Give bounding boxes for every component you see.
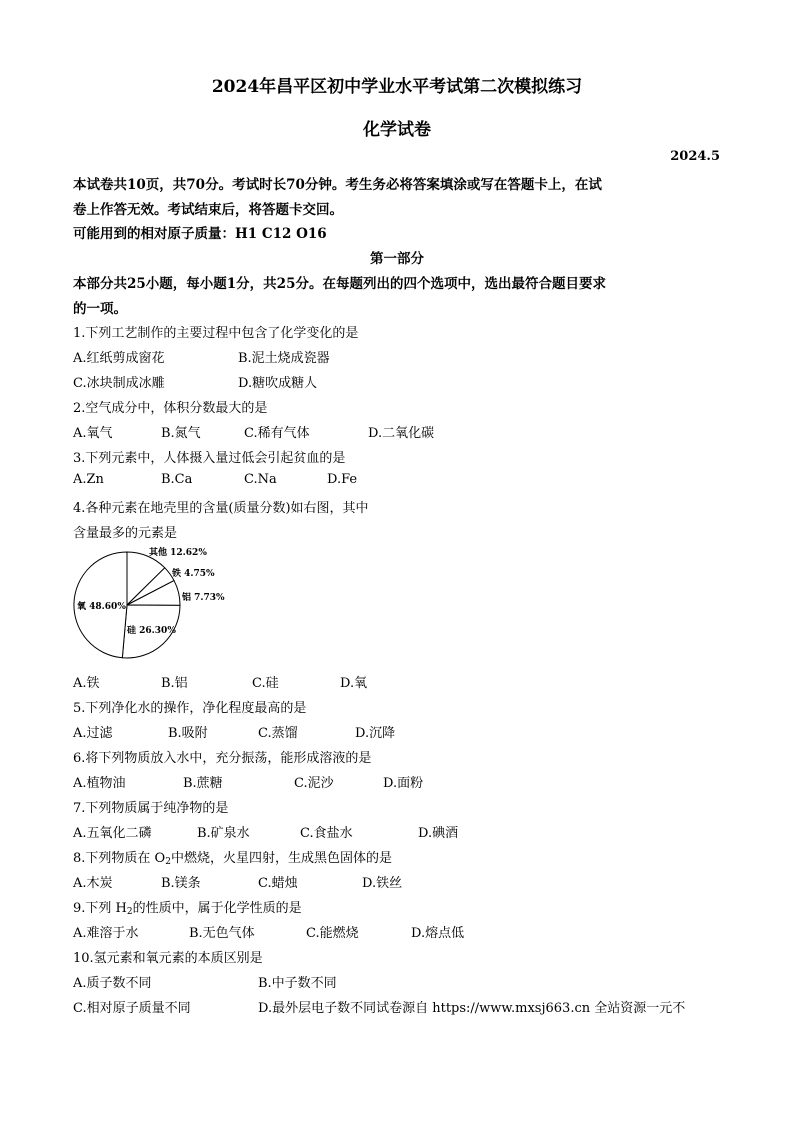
- subscript: 2: [165, 857, 171, 867]
- stem-text: 8.下列物质在 O: [73, 851, 166, 866]
- option-d: D.铁丝: [362, 876, 403, 891]
- option-b: B.Ca: [161, 472, 193, 487]
- pie-data-label: 铁 4.75%: [172, 569, 215, 579]
- pie-data-label: 硅 26.30%: [127, 626, 176, 636]
- option-b: B.泥土烧成瓷器: [238, 351, 330, 366]
- question-stem: 2.空气成分中，体积分数最大的是: [73, 401, 268, 416]
- option-b: B.蔗糖: [183, 776, 223, 791]
- option-a: A.质子数不同: [73, 976, 152, 991]
- exam-date: 2024.5: [670, 149, 720, 164]
- option-a: A.Zn: [73, 472, 104, 487]
- option-d: D.二氧化碳: [368, 426, 435, 441]
- option-a: A.红纸剪成窗花: [73, 351, 165, 366]
- pie-data-label: 氧 48.60%: [77, 602, 126, 612]
- option-b: B.铝: [161, 676, 188, 691]
- instructions-line-2: 卷上作答无效。考试结束后，将答题卡交回。: [73, 202, 343, 218]
- option-d: D.最外层电子数不同试卷源自 https://www.mxsj663.cn 全站资源一元不: [258, 1001, 686, 1016]
- option-a: A.氧气: [73, 426, 113, 441]
- part-heading: 第一部分: [370, 251, 424, 267]
- stem-text: 9.下列 H: [73, 901, 127, 916]
- question-stem: 4.各种元素在地壳里的含量(质量分数)如右图，其中: [73, 501, 369, 516]
- question-stem-continued: 含量最多的元素是: [73, 526, 178, 541]
- page-title: 2024年昌平区初中学业水平考试第二次模拟练习: [211, 77, 583, 97]
- crust-element-pie-chart: [72, 543, 242, 668]
- pie-data-label: 铝 7.73%: [182, 593, 225, 603]
- option-a: A.铁: [73, 676, 100, 691]
- question-stem: 3.下列元素中，人体摄入量过低会引起贫血的是: [73, 451, 346, 466]
- question-stem: [73, 897, 302, 917]
- option-b: B.无色气体: [189, 926, 255, 941]
- option-c: C.泥沙: [294, 776, 334, 791]
- option-c: C.蜡烛: [258, 876, 298, 891]
- stem-text: 中燃烧，火星四射，生成黑色固体的是: [170, 851, 392, 866]
- instructions-line-1: 本试卷共10页，共70分。考试时长70分钟。考生务必将答案填涂或写在答题卡上，在试: [73, 177, 602, 193]
- option-a: A.木炭: [73, 876, 113, 891]
- option-b: B.吸附: [168, 726, 208, 741]
- question-stem: 7.下列物质属于纯净物的是: [73, 801, 229, 816]
- subscript: 2: [126, 907, 133, 917]
- pie-data-label: 其他 12.62%: [149, 548, 207, 558]
- question-stem: 6.将下列物质放入水中，充分振荡，能形成溶液的是: [73, 751, 372, 766]
- option-c: C.蒸馏: [258, 726, 298, 741]
- option-b: B.氮气: [161, 426, 201, 441]
- option-d: D.氧: [340, 676, 368, 691]
- option-d: D.Fe: [327, 472, 358, 487]
- option-d: D.碘酒: [418, 826, 459, 841]
- stem-text: 的性质中，属于化学性质的是: [132, 901, 302, 916]
- option-c: C.硅: [252, 676, 279, 691]
- question-stem: 1.下列工艺制作的主要过程中包含了化学变化的是: [73, 326, 359, 341]
- option-c: C.食盐水: [300, 826, 353, 841]
- option-a: A.难溶于水: [73, 926, 139, 941]
- option-a: A.植物油: [73, 776, 126, 791]
- part-intro-line-2: 的一项。: [73, 301, 127, 317]
- question-stem: 5.下列净化水的操作，净化程度最高的是: [73, 701, 307, 716]
- option-c: C.能燃烧: [306, 926, 359, 941]
- option-a: A.五氧化二磷: [73, 826, 152, 841]
- option-b: B.镁条: [161, 876, 201, 891]
- option-d: D.面粉: [383, 776, 424, 791]
- option-c: C.相对原子质量不同: [73, 1001, 191, 1016]
- option-d: D.糖吹成糖人: [238, 376, 318, 391]
- part-intro-line-1: 本部分共25小题，每小题1分，共25分。在每题列出的四个选项中，选出最符合题目要求: [73, 276, 606, 292]
- question-stem: 10.氢元素和氧元素的本质区别是: [73, 951, 263, 966]
- option-b: B.中子数不同: [258, 976, 337, 991]
- option-d: D.沉降: [355, 726, 396, 741]
- page-subtitle: 化学试卷: [363, 120, 431, 140]
- option-a: A.过滤: [73, 726, 113, 741]
- option-c: C.冰块制成冰雕: [73, 376, 165, 391]
- option-d: D.熔点低: [411, 926, 465, 941]
- question-stem: [73, 847, 392, 867]
- option-c: C.稀有气体: [244, 426, 310, 441]
- atomic-mass-line: 可能用到的相对原子质量：H1 C12 O16: [73, 226, 327, 242]
- option-c: C.Na: [244, 472, 277, 487]
- option-b: B.矿泉水: [197, 826, 250, 841]
